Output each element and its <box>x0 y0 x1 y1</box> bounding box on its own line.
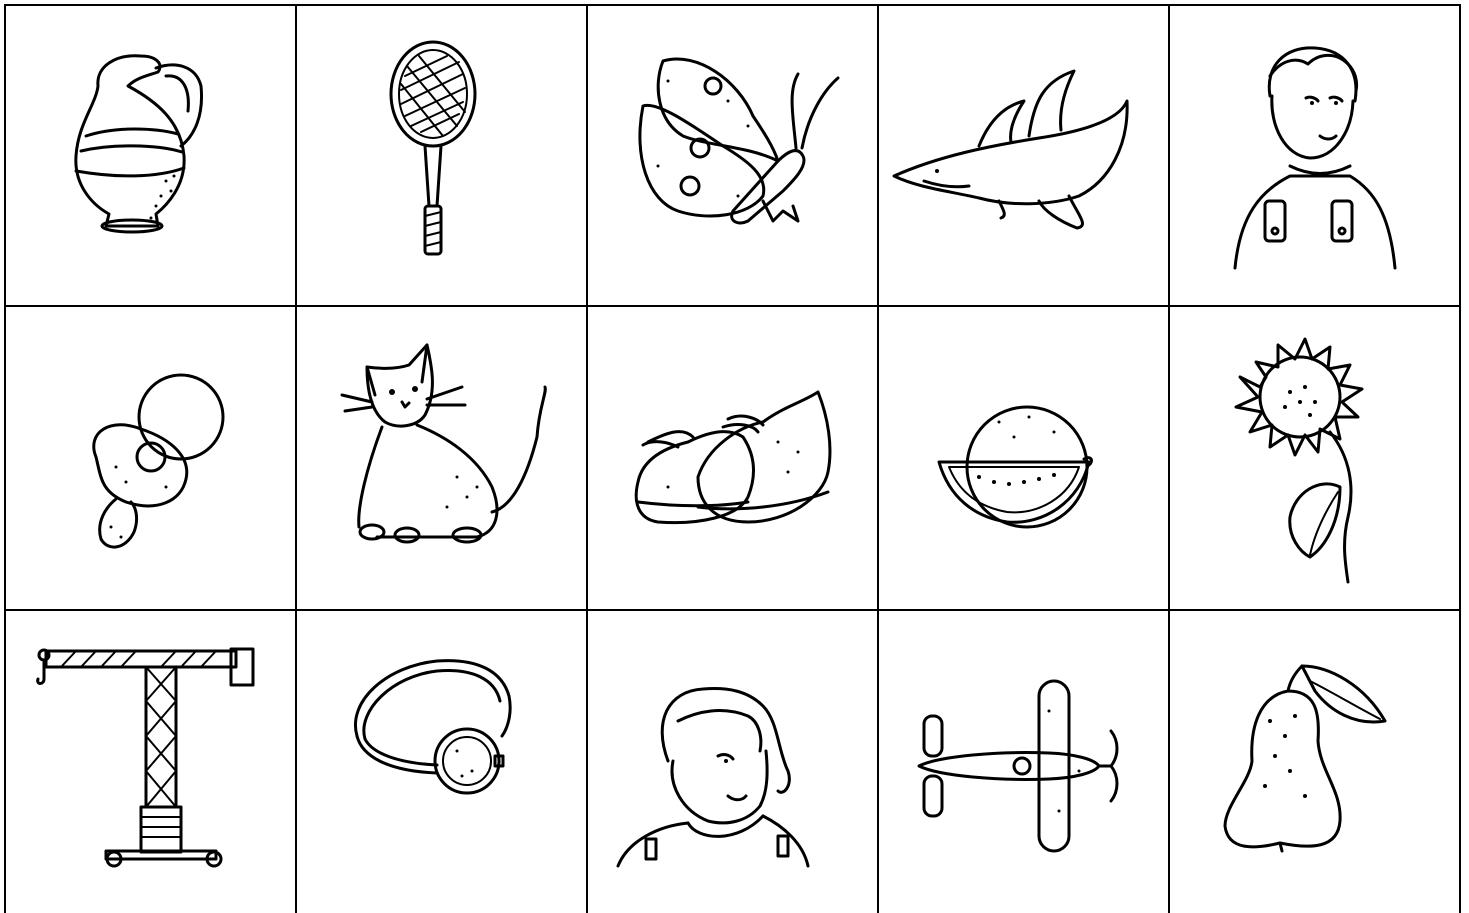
boy-icon <box>1170 6 1459 305</box>
pacifier-icon <box>6 307 295 609</box>
grid-cell <box>588 307 877 609</box>
grid-cell <box>297 307 586 609</box>
butterfly-icon <box>588 6 877 305</box>
grid-cell <box>6 307 295 609</box>
pear-icon <box>1170 611 1459 913</box>
grid-cell <box>1170 307 1459 609</box>
grid-line <box>1459 4 1461 913</box>
grid-cell <box>297 611 586 913</box>
grid-cell <box>588 6 877 305</box>
grid-cell <box>879 307 1168 609</box>
grid-cell <box>1170 6 1459 305</box>
tennis-racket-icon <box>297 6 586 305</box>
sunflower-icon <box>1170 307 1459 609</box>
cat-icon <box>297 307 586 609</box>
grid-cell <box>588 611 877 913</box>
shark-icon <box>879 6 1168 305</box>
shoes-icon <box>588 307 877 609</box>
grid-cell <box>1170 611 1459 913</box>
grid-cell <box>297 6 586 305</box>
grid-cell <box>879 611 1168 913</box>
jug-icon <box>6 6 295 305</box>
grid-cell <box>879 6 1168 305</box>
airplane-icon <box>879 611 1168 913</box>
girl-icon <box>588 611 877 913</box>
grid-cell <box>6 611 295 913</box>
grid-cell <box>6 6 295 305</box>
crane-icon <box>6 611 295 913</box>
wristwatch-icon <box>297 611 586 913</box>
watermelon-icon <box>879 307 1168 609</box>
